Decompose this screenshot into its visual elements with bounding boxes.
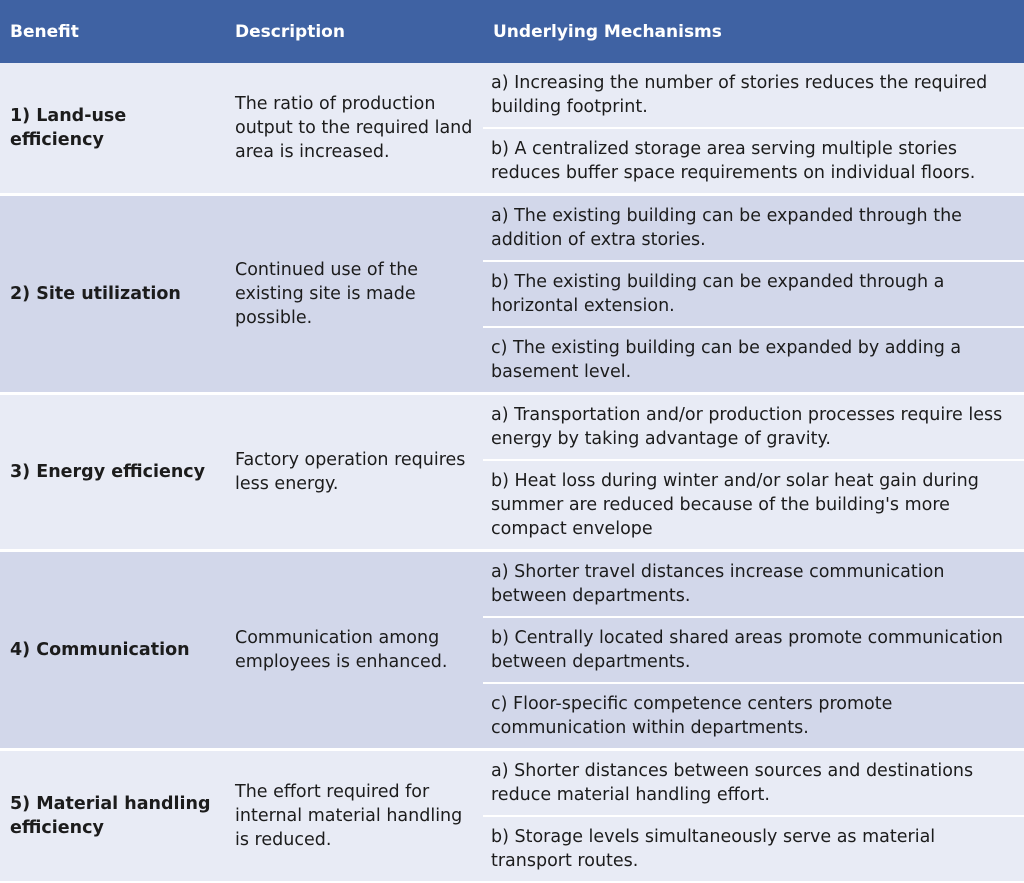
description-cell: The ratio of production output to the required land area is increased.: [225, 63, 483, 195]
mechanism-cell: a) Increasing the number of stories reduces the required building footprint.: [483, 63, 1024, 128]
mechanism-cell: a) Shorter travel distances increase communication between departments.: [483, 551, 1024, 618]
mechanism-cell: b) Centrally located shared areas promote communication between departments.: [483, 617, 1024, 683]
mechanism-cell: c) Floor-specific competence centers promote communication within departments.: [483, 683, 1024, 750]
header-mechanisms: Underlying Mechanisms: [483, 0, 1024, 63]
header-description: Description: [225, 0, 483, 63]
header-row: [0, 0, 1024, 63]
description-cell: The effort required for internal material handling is reduced.: [225, 750, 483, 883]
mechanism-cell: a) Transportation and/or production processes require less energy by taking advantage of gravity.: [483, 394, 1024, 461]
header-benefit: Benefit: [0, 0, 225, 63]
table-row: [0, 195, 1024, 262]
table-header: [0, 0, 1024, 63]
description-cell: Factory operation requires less energy.: [225, 394, 483, 551]
benefit-cell: 2) Site utilization: [0, 195, 225, 394]
mechanism-cell: a) Shorter distances between sources and destinations reduce material handling effort.: [483, 750, 1024, 817]
table-body: [0, 63, 1024, 882]
benefit-cell: 3) Energy efficiency: [0, 394, 225, 551]
description-cell: Continued use of the existing site is made possible.: [225, 195, 483, 394]
benefit-cell: 1) Land-use efficiency: [0, 63, 225, 195]
benefit-cell: 4) Communication: [0, 551, 225, 750]
table-row: [0, 551, 1024, 618]
mechanism-cell: b) Storage levels simultaneously serve as material transport routes.: [483, 816, 1024, 882]
table-row: [0, 394, 1024, 461]
mechanism-cell: b) The existing building can be expanded through a horizontal extension.: [483, 261, 1024, 327]
mechanism-cell: a) The existing building can be expanded through the addition of extra stories.: [483, 195, 1024, 262]
mechanism-cell: c) The existing building can be expanded by adding a basement level.: [483, 327, 1024, 394]
mechanism-cell: b) A centralized storage area serving multiple stories reduces buffer space requirements on individual floors.: [483, 128, 1024, 195]
benefit-cell: 5) Material handling efficiency: [0, 750, 225, 883]
description-cell: Communication among employees is enhanced.: [225, 551, 483, 750]
table-row: [0, 750, 1024, 817]
mechanism-cell: b) Heat loss during winter and/or solar heat gain during summer are reduced because of the building's more compact envelope: [483, 460, 1024, 551]
table-row: [0, 63, 1024, 128]
